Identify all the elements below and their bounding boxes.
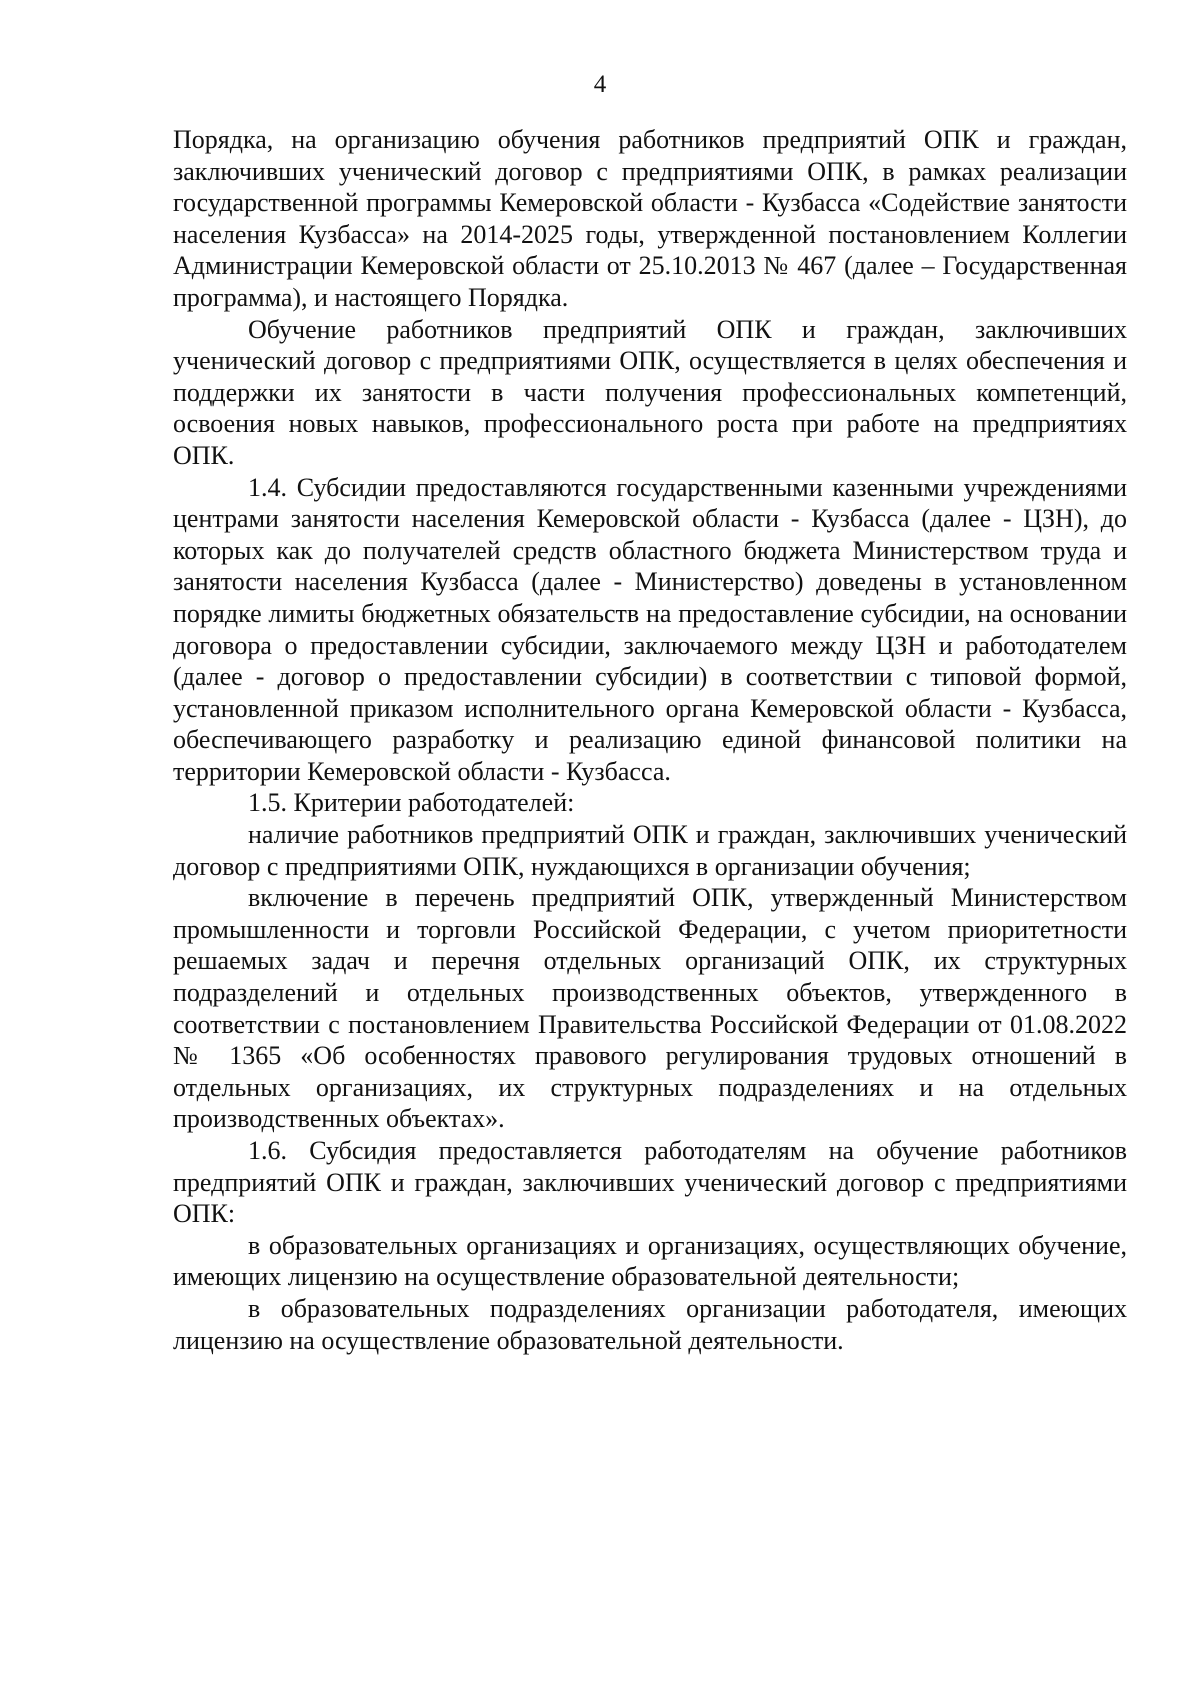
paragraph-1-5-employer-criteria: 1.5. Критерии работодателей: <box>248 788 575 818</box>
paragraph-employer-educational-units: в образовательных подразделениях организации работодателя, имеющих лицензию на осуществление образовательной деятельности. <box>173 1293 1127 1355</box>
paragraph-criterion-opk-list: включение в перечень предприятий ОПК, утвержденный Министерством промышленности и торговли Российской Федерации, с учетом приоритетности решаемых задач и перечня отдельных организаций ОПК, их структурных подразделений и отдельных производственных объектов, утвержденного в соответствии с постановлением Правительства Российской Федерации от 01.08.2022 № 1365 «Об особенностях правового регулирования трудовых отношений в отдельных организациях, их структурных подразделениях и на отдельных производственных объектах». <box>173 883 1127 1134</box>
paragraph-training-purpose: Обучение работников предприятий ОПК и граждан, заключивших ученический договор с предприятиями ОПК, осуществляется в целях обеспечения и поддержки их занятости в части получения профессиональных компетенций, освоения новых навыков, профессионального роста при работе на предприятиях ОПК. <box>173 314 1127 470</box>
paragraph-educational-organizations: в образовательных организациях и организациях, осуществляющих обучение, имеющих лицензию на осуществление образовательной деятельности; <box>173 1230 1127 1292</box>
paragraph-1-6-subsidy-purpose: 1.6. Субсидия предоставляется работодателям на обучение работников предприятий ОПК и граждан, заключивших ученический договор с предприятиями ОПК: <box>173 1136 1127 1229</box>
document-body <box>173 124 1127 1356</box>
paragraph-1-4-subsidy-providers: 1.4. Субсидии предоставляются государственными казенными учреждениями центрами занятости населения Кемеровской области - Кузбасса (далее - ЦЗН), до которых как до получателей средств областного бюджета Министерством труда и занятости населения Кузбасса (далее - Министерство) доведены в установленном порядке лимиты бюджетных обязательств на предоставление субсидии, на основании договора о предоставлении субсидии, заключаемого между ЦЗН и работодателем (далее - договор о предоставлении субсидии) в соответствии с типовой формой, установленной приказом исполнительного органа Кемеровской области - Кузбасса, обеспечивающего разработку и реализацию единой финансовой политики на территории Кемеровской области - Кузбасса. <box>173 472 1127 786</box>
paragraph-program-reference: Порядка, на организацию обучения работников предприятий ОПК и граждан, заключивших ученический договор с предприятиями ОПК, в рамках реализации государственной программы Кемеровской области - Кузбасса «Содействие занятости населения Кузбасса» на 2014-2025 годы, утвержденной постановлением Коллегии Администрации Кемеровской области от 25.10.2013 № 467 (далее – Государственная программа), и настоящего Порядка. <box>173 125 1127 312</box>
paragraph-criterion-workers-need: наличие работников предприятий ОПК и граждан, заключивших ученический договор с предприятиями ОПК, нуждающихся в организации обучения; <box>173 820 1127 881</box>
page-number: 4 <box>593 71 607 98</box>
